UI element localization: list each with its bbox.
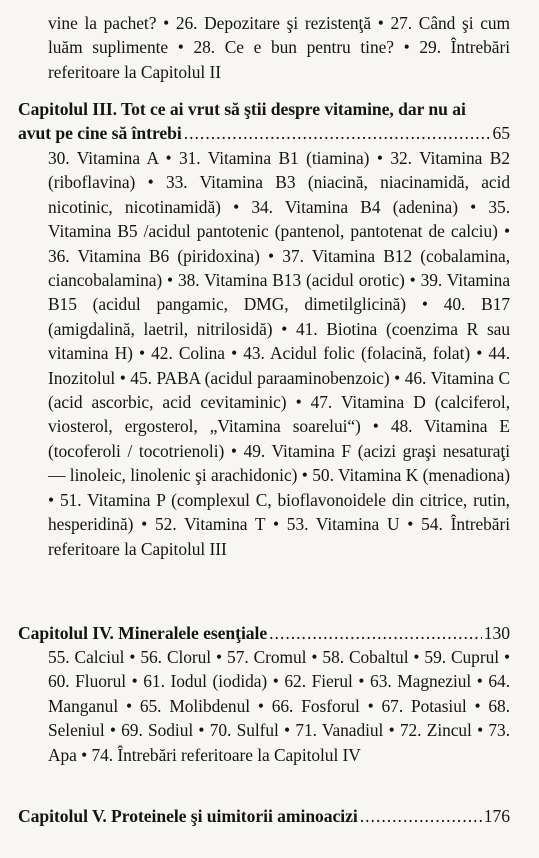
chapter-4-title: Capitolul IV. Mineralele esenţiale <box>18 623 268 643</box>
chapter-4-heading <box>18 621 510 645</box>
chapter-3-title-line-2 <box>18 121 510 145</box>
chapter-5-heading <box>18 804 510 828</box>
chapter-3-title-line-1 <box>18 97 510 121</box>
leader-dots <box>360 804 482 828</box>
leader-dots <box>184 121 491 145</box>
chapter-3-page-number: 65 <box>492 123 510 144</box>
chapter-3-heading <box>18 97 510 146</box>
chapter-4-items: 55. Calciul • 56. Clorul • 57. Cromul • 58. Cobaltul • 59. Cuprul • 60. Fluorul • 61. Iodul (iodida) • 62. Fierul • 63. Magneziul • 64. Manganul • 65. Molibdenul • 66. Fosforul • 67. Potasiul • 68. Seleniul • 69. Sodiul • 70. Sulful • 71. Vanadiul • 72. Zincul • 73. Apa • 74. Întrebări referitoare la Capitolul IV <box>48 647 510 765</box>
leader-dots <box>269 621 482 645</box>
chapter-3-title: Capitolul III. Tot ce ai vrut să ştii despre vitamine, dar nu ai <box>18 99 466 119</box>
chapter-4-page-number: 130 <box>483 623 510 643</box>
chapter-2-items-continued: vine la pachet? • 26. Depozitare şi rezistenţă • 27. Când şi cum luăm suplimente • 28. Ce e bun pentru tine? • 29. Întrebări referitoare la Capitolul II <box>48 13 510 82</box>
chapter-5-title: Capitolul V. Proteinele şi uimitorii aminoacizi <box>18 806 358 826</box>
chapter-3-items: 30. Vitamina A • 31. Vitamina B1 (tiamina) • 32. Vitamina B2 (riboflavina) • 33. Vitamina B3 (niacină, niacinamidă, acid nicotinic, nicotinamidă) • 34. Vitamina B4 (adenina) • 35. Vitamina B5 /acidul pantotenic (pantenol, pantotenat de calciu) • 36. Vitamina B6 (piridoxina) • 37. Vitamina B12 (cobalamina, ciancobalamina) • 38. Vitamina B13 (acidul orotic) • 39. Vitamina B15 (acidul pangamic, DMG, dimetilglicină) • 40. B17 (amigdalină, laetril, nitrilosidă) • 41. Biotina (coenzima R sau vitamina H) • 42. Colina • 43. Acidul folic (folacină, folat) • 44. Inozitolul • 45. PABA (acidul paraaminobenzoic) • 46. Vitamina C (acid ascorbic, acid cevitaminic) • 47. Vitamina D (calciferol, viosterol, ergosterol, „Vitamina soarelui“) • 48. Vitamina E (tocoferoli / tocotrienoli) • 49. Vitamina F (acizi graşi nesaturaţi — linoleic, linolenic şi arachidonic) • 50. Vitamina K (menadiona) • 51. Vitamina P (complexul C, bioflavonoidele din citrice, rutin, hesperidină) • 52. Vitamina T • 53. Vitamina U • 54. Întrebări referitoare la Capitolul III <box>48 148 510 559</box>
chapter-5-page-number: 176 <box>483 806 510 826</box>
chapter-3-title-cont: avut pe cine să întrebi <box>18 123 182 144</box>
